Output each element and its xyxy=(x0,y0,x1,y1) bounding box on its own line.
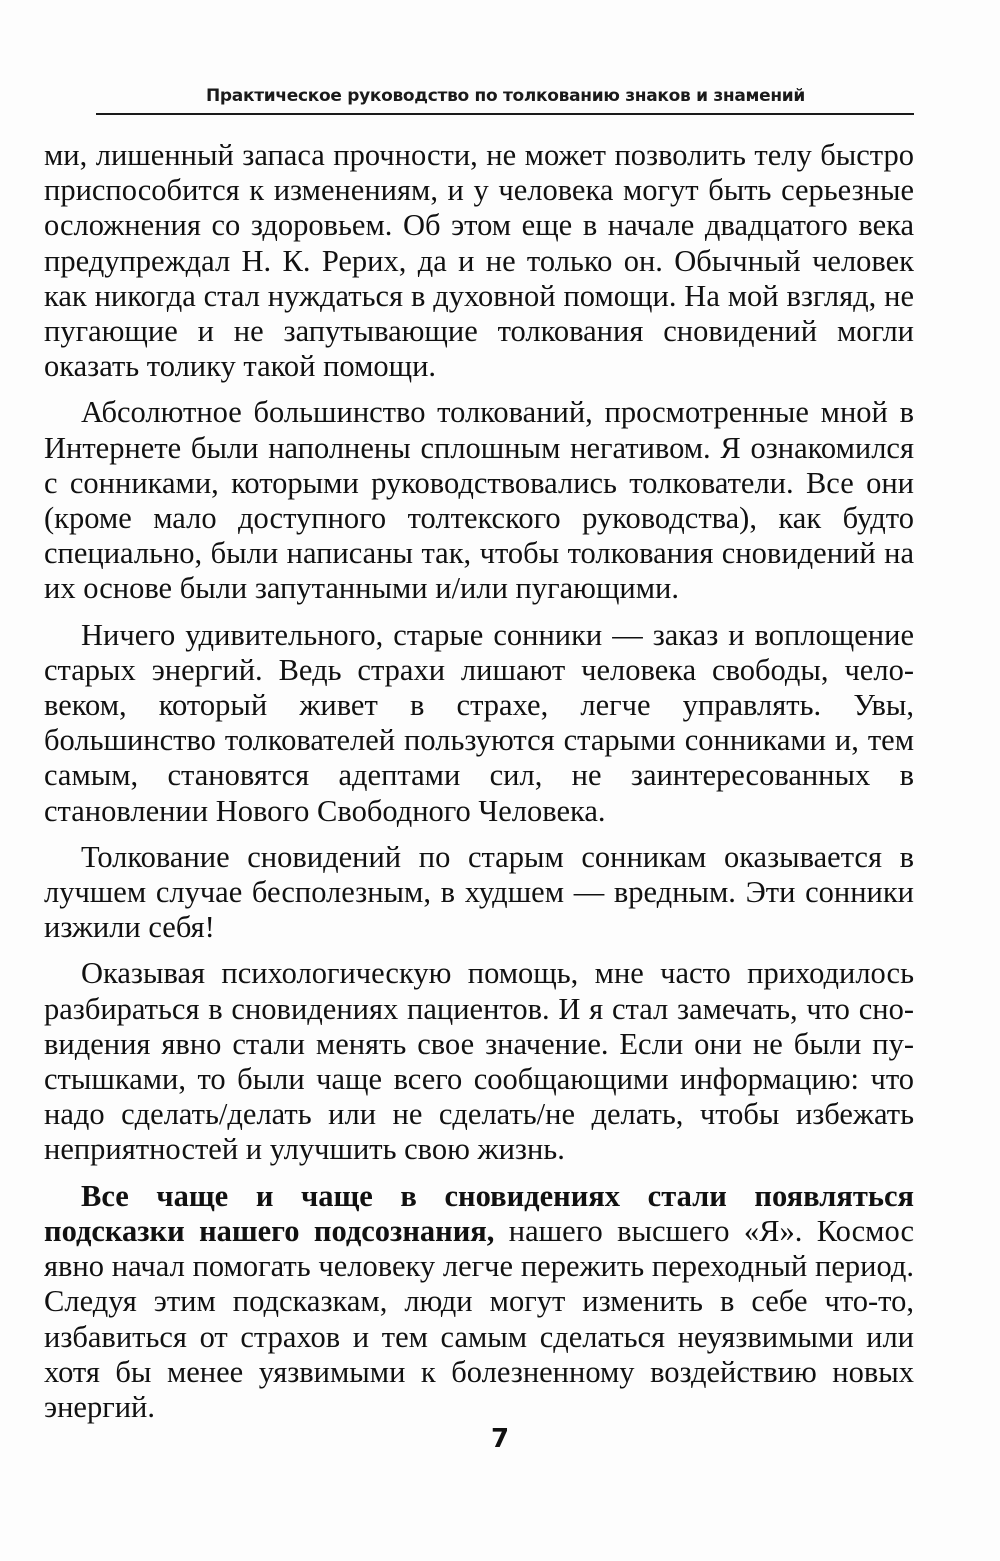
running-header: Практическое руководство по толкованию знаков и знамений xyxy=(205,86,806,106)
paragraph-1: ми, лишенный запаса прочности, не может позволить телу быстро приспособится к изменениям, и у человека могут быть серьезные осложнения со здоровьем. Об этом еще в начале двадцатого века предупреждал Н. К. Рерих, да и не только он. Обычный человек как никогда стал нуждаться в духовной помощи. На мой взгляд, не пугающие и не запутывающие толкования сновидений могли оказать толику такой помощи. xyxy=(44,138,914,384)
paragraph-6 xyxy=(44,1179,914,1425)
body-text xyxy=(44,138,914,1436)
paragraph-5: Оказывая психологическую помощь, мне часто приходилось разбираться в сновидениях пациентов. И я стал замечать, что сновидения явно стали менять свое значение. Если они не были пустышками, то были чаще всего сообщающими информацию: что надо сделать/делать или не сделать/не делать, чтобы избежать неприятностей и улучшить свою жизнь. xyxy=(44,956,914,1167)
page-number: 7 xyxy=(490,1424,510,1454)
header-rule xyxy=(96,113,914,115)
paragraph-6-rest: нашего высшего «Я». Космос явно начал помогать человеку легче пережить переходный период. Следуя этим подсказкам, люди могут изменить в себе что-то, избавиться от страхов и тем самым сделаться неуязвимыми или хотя бы менее уязвимыми к болезненному воздействию новых энергий. xyxy=(44,1213,914,1424)
paragraph-2: Абсолютное большинство толкований, просмотренные мной в Интернете были наполнены сплошным негативом. Я ознакомился с сонниками, которыми руководствовались толкователи. Все они (кроме мало доступного толтекского руководства), как будто специально, были написаны так, чтобы толкования сновидений на их основе были запутанными и/или пугающими. xyxy=(44,395,914,606)
paragraph-6-bold-lead: Все чаще и чаще в сновидениях стали появляться подсказки нашего подсознания, xyxy=(44,1178,914,1248)
paragraph-4: Толкование сновидений по старым сонникам оказывается в лучшем случае бесполезным, в худшем — вредным. Эти сонники изжили себя! xyxy=(44,839,914,945)
paragraph-3: Ничего удивительного, старые сонники — заказ и воплощение старых энергий. Ведь страхи лишают человека свободы, человеком, который живет в страхе, легче управлять. Увы, большинство толкователей пользуются старыми сонниками и, тем самым, становятся адептами сил, не заинтересованных в становлении Нового Свободного Человека. xyxy=(44,617,914,828)
